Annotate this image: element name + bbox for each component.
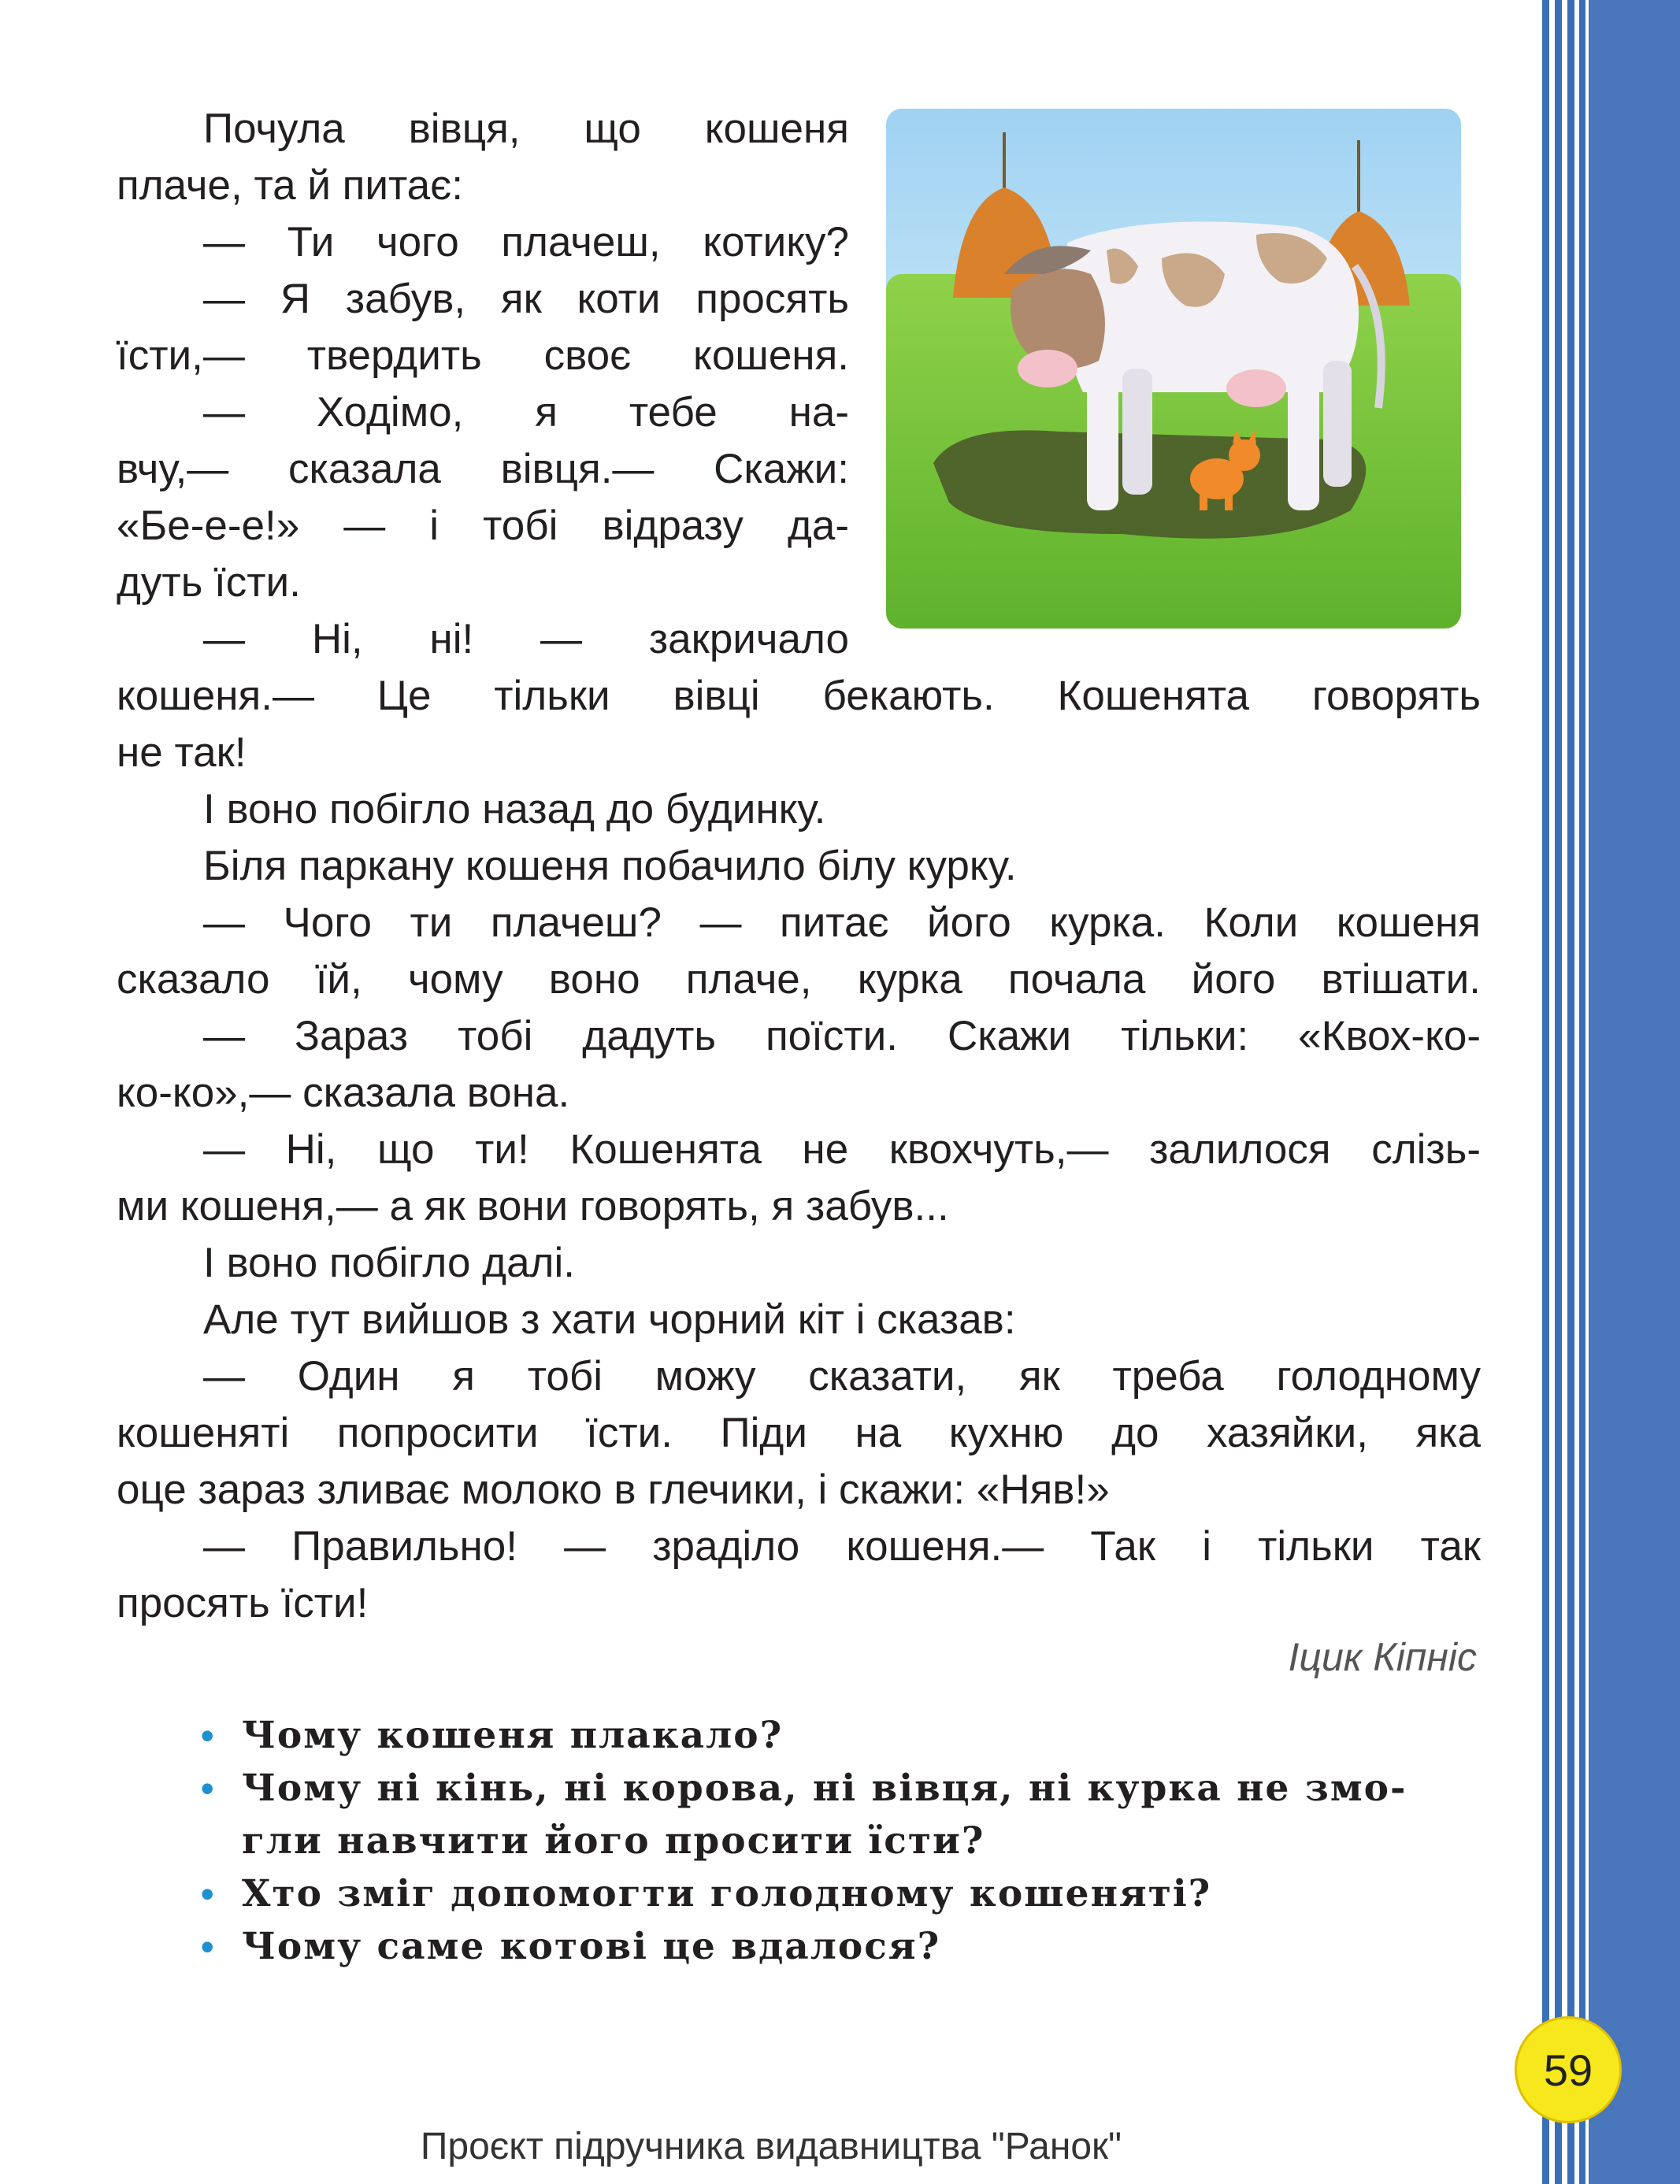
story-line: плаче, та й питає: [117, 162, 463, 209]
story-line: — Ні, ні! — закричало [203, 616, 849, 662]
question-line: Чому ні кінь, ні корова, ні вівця, ні курка не змо- [242, 1767, 1407, 1810]
story-line: оце зараз зливає молоко в глечики, і скажи: «Няв!» [117, 1467, 1110, 1513]
story-line: — Правильно! — зраділо кошеня.— Так і тільки так [203, 1523, 1481, 1570]
question-item: • Чому кошеня плакало? [201, 1709, 1477, 1762]
story-line: — Я забув, як коти просять [203, 276, 849, 322]
author-name: Іцик Кіпніс [1288, 1635, 1477, 1679]
story-line: — Чого ти плачеш? — питає його курка. Коли кошеня [203, 899, 1481, 946]
question-item [201, 1762, 1477, 1867]
question-item: • Хто зміг допомогти голодному кошеняті? [201, 1867, 1477, 1920]
story-line: «Бе-е-е!» — і тобі відразу да- [117, 502, 849, 549]
story-line: кошеня.— Це тільки вівці бекають. Кошенята говорять [117, 673, 1481, 719]
story-line: Почула вівця, що кошеня [203, 106, 849, 152]
story-line: Але тут вийшов з хати чорний кіт і сказав: [203, 1296, 1016, 1343]
story-line: дуть їсти. [117, 559, 301, 606]
side-stripes [1542, 0, 1680, 2184]
question-line: гли навчити його просити їсти? [242, 1819, 985, 1863]
story-line: ми кошеня,— а як вони говорять, я забув... [117, 1183, 949, 1229]
story-line: не так! [117, 729, 247, 776]
story-line: — Зараз тобі дадуть поїсти. Скажи тільки: «Квох-ко- [203, 1013, 1481, 1059]
footer-text: Проєкт підручника видавництва "Ранок" [420, 2126, 1122, 2167]
story-line: І воно побігло далі. [203, 1240, 575, 1286]
story-line: кошеняті попросити їсти. Піди на кухню до хазяйки, яка [117, 1410, 1481, 1456]
questions-list [201, 1709, 1477, 1973]
story-line: — Ходімо, я тебе на- [203, 389, 849, 436]
question-item: • Чому саме котові це вдалося? [201, 1920, 1477, 1973]
story-line: Біля паркану кошеня побачило білу курку. [203, 843, 1017, 889]
story-line: — Ти чого плачеш, котику? [203, 219, 849, 265]
story-line: ко-ко»,— сказала вона. [117, 1070, 570, 1116]
story-line: — Один я тобі можу сказати, як треба голодному [203, 1353, 1481, 1400]
story-line: їсти,— твердить своє кошеня. [117, 332, 849, 379]
story-line: І воно побігло назад до будинку. [203, 786, 826, 832]
page-number: 59 [1515, 2016, 1622, 2123]
story-line: вчу,— сказала вівця.— Скажи: [117, 446, 849, 492]
story-line: сказало їй, чому воно плаче, курка почала його втішати. [117, 956, 1481, 1003]
story-text [117, 101, 1481, 1632]
story-line: просять їсти! [117, 1580, 369, 1626]
story-line: — Ні, що ти! Кошенята не квохчуть,— залилося слізь- [203, 1126, 1481, 1173]
